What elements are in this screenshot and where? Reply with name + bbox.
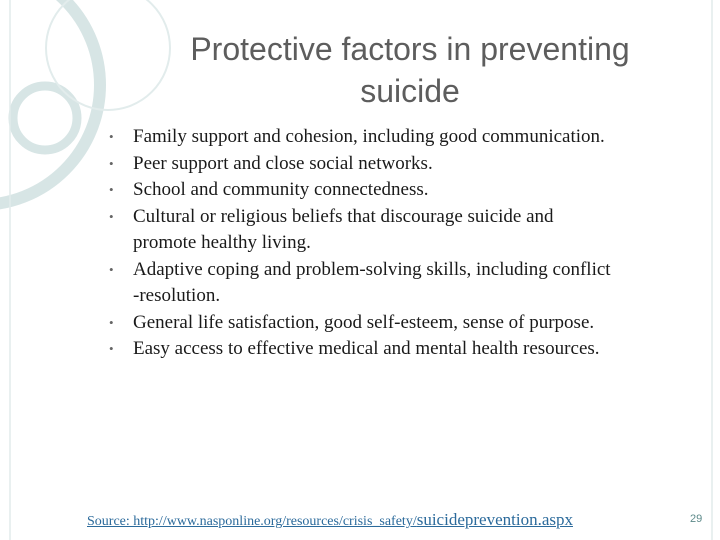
title-line-1: Protective factors in preventing (190, 31, 630, 67)
bullet-text: Cultural or religious beliefs that discourage suicide and (133, 205, 554, 227)
title-line-2: suicide (360, 73, 460, 109)
bullet-item (106, 310, 706, 337)
bullet-text: Peer support and close social networks. (133, 152, 433, 174)
bullet-text-continued: -resolution. (133, 285, 221, 306)
bullet-text: Adaptive coping and problem-solving skills, including conflict (133, 258, 611, 280)
source-link[interactable] (87, 511, 573, 531)
bullet-icon: • (109, 341, 114, 356)
bullet-item (106, 151, 706, 178)
bullet-icon: • (109, 261, 114, 277)
bullet-item (106, 336, 706, 363)
source-link-prefix: Source: http://www.nasponline.org/resources/crisis_safety/ (87, 514, 417, 529)
bullet-item (106, 177, 706, 204)
bullet-text: Family support and cohesion, including good communication. (133, 126, 605, 147)
bullet-text-continued: promote healthy living. (133, 232, 311, 253)
bullet-text: School and community connectedness. (133, 179, 429, 200)
bullet-item (106, 124, 706, 151)
source-link-suffix: suicideprevention.aspx (416, 510, 573, 529)
slide-title (130, 28, 690, 112)
bullet-list (106, 124, 706, 363)
bullet-item (106, 204, 706, 257)
bullet-text: Easy access to effective medical and mental health resources. (133, 338, 600, 359)
page-number: 29 (690, 513, 703, 525)
bullet-icon: • (109, 155, 114, 171)
bullet-text: General life satisfaction, good self-esteem, sense of purpose. (133, 311, 595, 333)
bullet-icon: • (109, 129, 114, 144)
bullet-icon: • (109, 314, 114, 330)
bullet-item (106, 257, 706, 310)
bullet-icon: • (109, 208, 114, 224)
bullet-icon: • (109, 182, 114, 197)
